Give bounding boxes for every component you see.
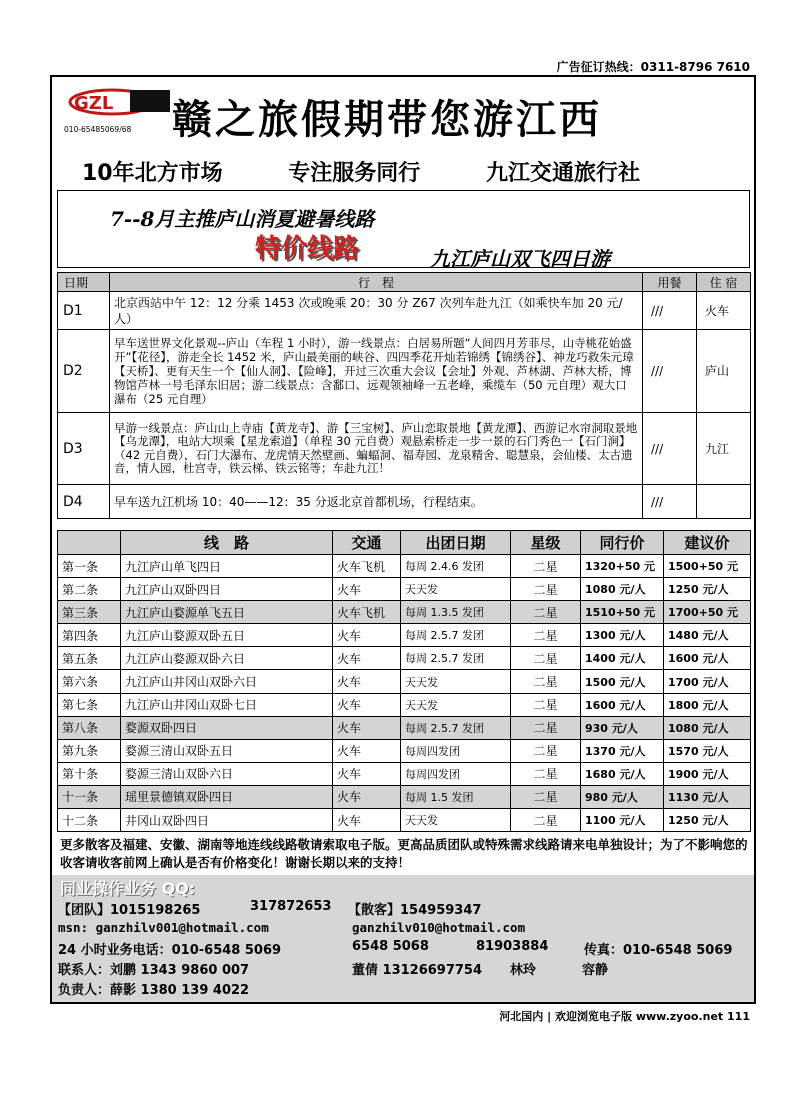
page-footer: 河北国内 | 欢迎浏览电子版 www.zyoo.net 111 [499,1010,750,1023]
route-name: 婺源三清山双卧五日 [121,739,333,762]
fit-qq [348,899,481,918]
route-row [58,716,751,739]
day-meal: /// [643,292,697,330]
routes-header [58,531,751,555]
routes-table [57,530,751,832]
route-star: 二星 [511,601,581,624]
day-label: D1 [58,292,110,330]
phone-24h: 24 小时业务电话：010-6548 5069 [58,943,282,958]
route-star: 二星 [511,670,581,693]
header-date: 日期 [58,273,110,292]
route-name: 九江庐山单飞四日 [121,555,333,578]
route-no: 第五条 [58,647,121,670]
route-transport: 火车 [333,578,401,601]
route-star: 二星 [511,762,581,785]
route-no: 十二条 [58,809,121,832]
route-transport: 火车 [333,809,401,832]
team-qq [58,899,200,918]
route-no: 第九条 [58,739,121,762]
notice-text: 更多散客及福建、安徽、湖南等地连线线路敬请索取电子版。更高品质团队或特殊需求线路请来电单独设计；为了不影响您的收客请收客前网上确认是否有价格变化！谢谢长期以来的支持！ [60,837,748,870]
route-suggested-price: 1480 元/人 [664,624,751,647]
logo-phone: 010-65485069/68 [64,125,132,134]
msn-1: msn: ganzhilv001@hotmail.com [58,920,269,935]
route-dates: 每周四发团 [401,739,511,762]
route-name: 九江庐山婺源双卧六日 [121,647,333,670]
phone-2: 6548 5068 [352,939,429,954]
route-peer-price: 980 元/人 [581,785,664,808]
header-star: 星级 [511,531,581,555]
manager: 负责人：薛影 1380 139 4022 [58,983,250,998]
route-peer-price: 1320+50 元 [581,555,664,578]
route-dates: 天天发 [401,670,511,693]
contact-person-2: 董倩 13126697754 [352,963,483,978]
logo-text: GZL [74,93,114,114]
day-label: D4 [58,485,110,519]
route-no: 第八条 [58,716,121,739]
phone-3: 81903884 [476,939,549,954]
route-row [58,762,751,785]
route-dates: 每周 1.5 发团 [401,785,511,808]
ad-hotline: 广告征订热线：0311-8796 7610 [556,60,750,74]
route-star: 二星 [511,716,581,739]
contact-person-3: 林玲 [510,963,537,978]
route-suggested-price: 1900 元/人 [664,762,751,785]
route-peer-price: 1300 元/人 [581,624,664,647]
route-dates: 每周 2.5.7 发团 [401,716,511,739]
team-label: 【团队】 [58,903,111,918]
route-row [58,693,751,716]
route-dates: 每周 2.5.7 发团 [401,624,511,647]
itinerary-row [58,330,751,413]
route-star: 二星 [511,739,581,762]
route-transport: 火车飞机 [333,555,401,578]
contact-person-1: 联系人：刘鹏 1343 9860 007 [58,963,250,978]
itinerary-header [58,273,751,292]
route-name: 婺源三清山双卧六日 [121,762,333,785]
route-star: 二星 [511,785,581,808]
day-label: D2 [58,330,110,413]
contact-person-4: 容静 [582,963,609,978]
route-no: 第四条 [58,624,121,647]
route-dates: 每周 2.5.7 发团 [401,647,511,670]
day-meal: /// [643,330,697,413]
msn-2: ganzhilv010@hotmail.com [352,920,526,935]
day-text: 北京西站中午 12：12 分乘 1453 次或晚乘 20：30 分 Z67 次列车赴九江（如乘快车加 20 元/人） [110,292,643,330]
route-suggested-price: 1130 元/人 [664,785,751,808]
route-transport: 火车 [333,624,401,647]
fit-qq-number: 154959347 [400,903,482,918]
header-lodging: 住 宿 [697,273,751,292]
route-dates: 每周 2.4.6 发团 [401,555,511,578]
header-no [58,531,121,555]
route-row [58,785,751,808]
contact-panel [52,875,754,1002]
route-row [58,555,751,578]
day-label: D3 [58,413,110,485]
itinerary-table [57,272,751,519]
route-name: 婺源双卧四日 [121,716,333,739]
route-name: 九江庐山婺源单飞五日 [121,601,333,624]
route-peer-price: 1500 元/人 [581,670,664,693]
route-name: 九江庐山双卧四日 [121,578,333,601]
header-peer-price: 同行价 [581,531,664,555]
route-no: 第三条 [58,601,121,624]
route-row [58,578,751,601]
route-suggested-price: 1080 元/人 [664,716,751,739]
route-name: 井冈山双卧四日 [121,809,333,832]
route-star: 二星 [511,555,581,578]
route-peer-price: 1510+50 元 [581,601,664,624]
header-suggested-price: 建议价 [664,531,751,555]
route-transport: 火车飞机 [333,601,401,624]
header-meal: 用餐 [643,273,697,292]
itinerary-row [58,413,751,485]
day-text: 早车送世界文化景观--庐山（车程 1 小时），游一线景点：白居易所题“人间四月芳菲尽，山寺桃花始盛开”【花径】，游走全长 1452 米，庐山最美丽的峡谷、四四季花开灿若锦绣【锦绣谷】、神龙巧救朱元璋【天桥】、更有天生一个【仙人洞】、【险峰】，开过三次重大会议【会址】外观、芦林湖、芦林大桥，博物馆芦林一号毛泽东旧居；游二线景点：含鄱口、远观领袖峰一五老峰，乘缆车（50 元自理）观大口瀑布（25 元自理） [110,330,643,413]
route-name: 瑶里景德镇双卧四日 [121,785,333,808]
route-star: 二星 [511,578,581,601]
route-dates: 每周 1.3.5 发团 [401,601,511,624]
day-stay [697,485,751,519]
route-no: 第二条 [58,578,121,601]
slogan-1: 10年北方市场 [82,161,223,186]
route-dates: 天天发 [401,578,511,601]
route-transport: 火车 [333,762,401,785]
route-transport: 火车 [333,670,401,693]
route-row [58,647,751,670]
route-peer-price: 1400 元/人 [581,647,664,670]
tour-name: 九江庐山双飞四日游 [430,247,610,271]
route-transport: 火车 [333,785,401,808]
team-qq-1: 1015198265 [110,903,201,918]
slogan-3: 九江交通旅行社 [485,161,640,186]
route-dates: 每周四发团 [401,762,511,785]
route-suggested-price: 1500+50 元 [664,555,751,578]
team-qq-2: 317872653 [250,899,332,914]
header-transport: 交通 [333,531,401,555]
route-suggested-price: 1250 元/人 [664,578,751,601]
itinerary-row [58,485,751,519]
route-no: 第七条 [58,693,121,716]
route-star: 二星 [511,693,581,716]
route-suggested-price: 1700+50 元 [664,601,751,624]
day-stay: 火车 [697,292,751,330]
header-route: 线 路 [121,531,333,555]
route-name: 九江庐山井冈山双卧六日 [121,670,333,693]
route-star: 二星 [511,624,581,647]
company-logo [60,84,170,138]
fit-label: 【散客】 [348,903,401,918]
route-suggested-price: 1800 元/人 [664,693,751,716]
header-itinerary: 行 程 [110,273,643,292]
day-text: 早游一线景点：庐山山上寺庙【黄龙寺】、游【三宝树】、庐山恋取景地【黄龙潭】、西游记水帘洞取景地【乌龙潭】，电站大坝乘【星龙索道】（单程 30 元自费）观悬索桥走一步一景的石门秀色一【石门涧】（42 元自费），石门大瀑布、龙虎情天然壁画、蝙蝠洞、福寿园、龙泉精舍、聪慧泉，会仙楼、太古遗音，情人园，杜宫寺，铁云梯、铁云铭等；车赴九江！ [110,413,643,485]
route-row [58,739,751,762]
route-suggested-price: 1570 元/人 [664,739,751,762]
route-row [58,670,751,693]
route-suggested-price: 1250 元/人 [664,809,751,832]
route-row [58,809,751,832]
route-row [58,624,751,647]
header-dates: 出团日期 [401,531,511,555]
route-transport: 火车 [333,647,401,670]
route-peer-price: 1680 元/人 [581,762,664,785]
contact-header: 同业操作业务 QQ: [60,879,196,898]
route-peer-price: 930 元/人 [581,716,664,739]
day-meal: /// [643,485,697,519]
route-dates: 天天发 [401,693,511,716]
route-row [58,601,751,624]
route-no: 第六条 [58,670,121,693]
special-label: 特价线路 [255,234,360,264]
route-suggested-price: 1600 元/人 [664,647,751,670]
route-name: 九江庐山婺源双卧五日 [121,624,333,647]
day-text: 早车送九江机场 10：40——12：35 分返北京首都机场，行程结束。 [110,485,643,519]
day-stay: 庐山 [697,330,751,413]
slogan-row [82,156,678,187]
route-no: 十一条 [58,785,121,808]
route-peer-price: 1600 元/人 [581,693,664,716]
route-dates: 天天发 [401,809,511,832]
route-no: 第一条 [58,555,121,578]
route-no: 第十条 [58,762,121,785]
route-star: 二星 [511,809,581,832]
route-transport: 火车 [333,716,401,739]
itinerary-row [58,292,751,330]
route-peer-price: 1080 元/人 [581,578,664,601]
route-peer-price: 1370 元/人 [581,739,664,762]
fax: 传真：010-6548 5069 [584,943,733,958]
route-transport: 火车 [333,693,401,716]
route-transport: 火车 [333,739,401,762]
slogan-2: 专注服务同行 [288,161,421,186]
route-name: 九江庐山井冈山双卧七日 [121,693,333,716]
page-title: 赣之旅假期带您游江西 [172,97,602,143]
route-star: 二星 [511,647,581,670]
route-suggested-price: 1700 元/人 [664,670,751,693]
promo-headline: 7--8月主推庐山消夏避暑线路 [110,207,375,231]
day-meal: /// [643,413,697,485]
route-peer-price: 1100 元/人 [581,809,664,832]
day-stay: 九江 [697,413,751,485]
